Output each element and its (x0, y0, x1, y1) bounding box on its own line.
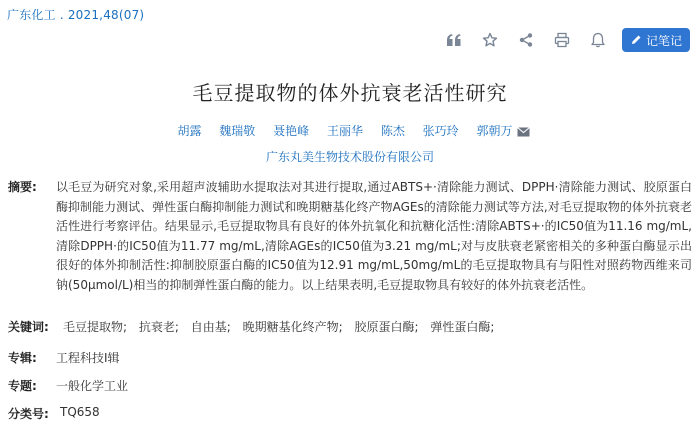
journal-info[interactable]: 广东化工 . 2021,48(07) (7, 8, 145, 22)
classification-section (8, 405, 692, 425)
take-notes-label: 记笔记 (645, 33, 682, 48)
author-link[interactable]: 郭朝万 (476, 124, 513, 138)
author-list (0, 122, 700, 139)
keyword-link[interactable]: 自由基; (190, 320, 231, 334)
author-link[interactable]: 陈杰 (380, 124, 405, 138)
author-link[interactable]: 魏瑞敬 (219, 124, 256, 138)
abstract-section (8, 178, 692, 308)
topic-label: 专题: (8, 379, 37, 393)
series-section (8, 349, 692, 369)
print-icon[interactable] (552, 30, 572, 50)
keyword-link[interactable]: 抗衰老; (138, 320, 179, 334)
keyword-link[interactable]: 胶原蛋白酶; (354, 320, 419, 334)
mail-icon[interactable] (517, 127, 530, 137)
toolbar (428, 28, 690, 52)
keyword-link[interactable]: 弹性蛋白酶; (430, 320, 495, 334)
series-label: 专辑: (8, 351, 37, 365)
take-notes-button[interactable] (622, 28, 690, 52)
keywords-label: 关键词: (8, 320, 49, 334)
topic-section (8, 377, 692, 397)
author-link[interactable]: 张巧玲 (422, 124, 459, 138)
author-link[interactable]: 胡露 (177, 124, 202, 138)
article-title: 毛豆提取物的体外抗衰老活性研究 (192, 81, 508, 105)
organization-link[interactable]: 广东丸美生物技术股份有限公司 (265, 150, 434, 164)
edit-icon (630, 34, 642, 46)
topic-value: 一般化学工业 (56, 379, 129, 393)
keyword-link[interactable]: 毛豆提取物; (63, 320, 128, 334)
abstract-label: 摘要: (8, 180, 37, 194)
author-link[interactable]: 聂艳峰 (273, 124, 310, 138)
star-icon[interactable] (480, 30, 500, 50)
bell-icon[interactable] (588, 30, 608, 50)
quote-icon[interactable] (444, 30, 464, 50)
series-value: 工程科技Ⅰ辑 (56, 351, 120, 365)
author-link[interactable]: 王丽华 (326, 124, 363, 138)
keyword-link[interactable]: 晚期糖基化终产物; (242, 320, 343, 334)
keywords-section (8, 318, 692, 338)
share-icon[interactable] (516, 30, 536, 50)
abstract-text: 以毛豆为研究对象,采用超声波辅助水提取法对其进行提取,通过ABTS+·清除能力测试、DPPH·清除能力测试、胶原蛋白酶抑制能力测试、弹性蛋白酶抑制能力测试和晚期糖基化终产物AGEs的清除能力测试等方法,对毛豆提取物的体外抗衰老活性进行考察评估。结果显示,毛豆提取物具有良好的体外抗氧化和抗糖化活性:清除ABTS+·的IC50值为11.16 mg/mL,清除DPPH·的IC50值为11.77 mg/mL,清除AGEs的IC50值为3.21 mg/mL;对与皮肤衰老紧密相关的多种蛋白酶显示出很好的体外抑制活性:抑制胶原蛋白酶的IC50值为12.91 mg/mL,50mg/mL的毛豆提取物具有与阳性对照药物西维来司钠(50μmol/L)相当的抑制弹性蛋白酶的能力。以上结果表明,毛豆提取物具有较好的体外抗衰老活性。 (56, 180, 692, 292)
classification-value: TQ658 (60, 405, 100, 419)
classification-label: 分类号: (8, 407, 49, 421)
